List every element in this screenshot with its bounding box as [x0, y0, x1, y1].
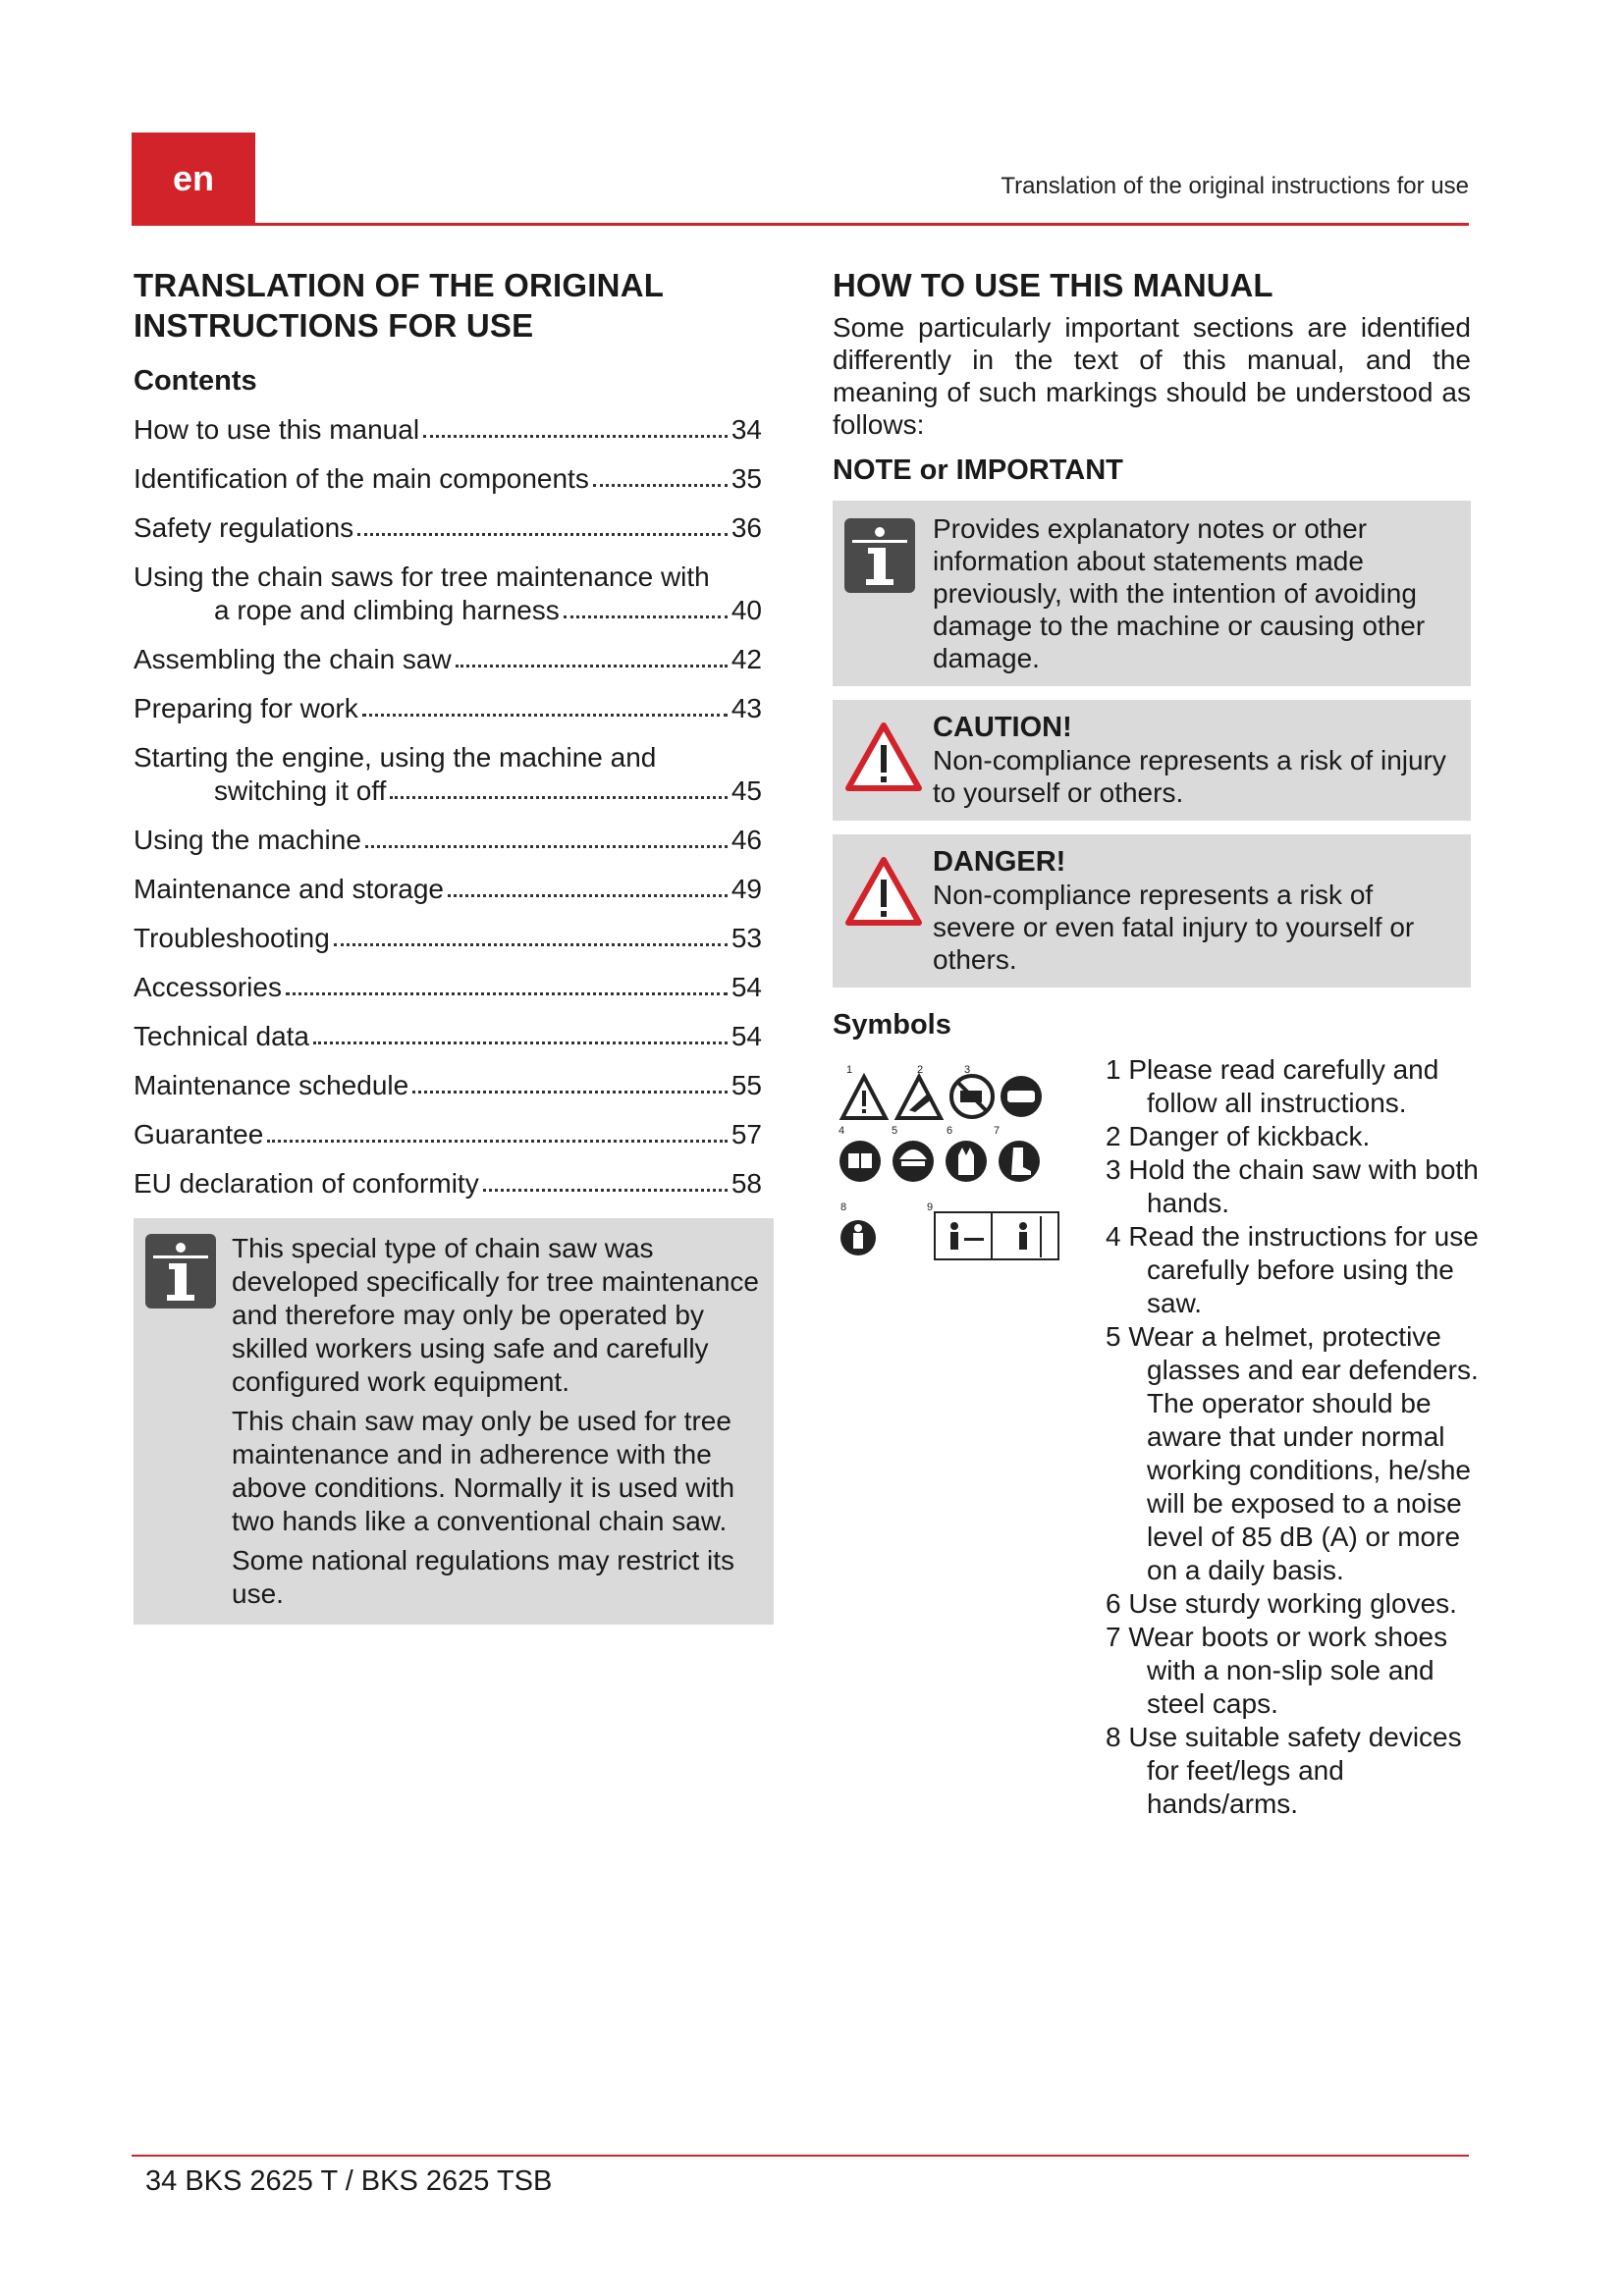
toc-item[interactable]: Starting the engine, using the machine and switching it off 45 — [134, 742, 762, 806]
gloves-icon — [946, 1141, 987, 1182]
symbol-description: 2 Danger of kickback. — [1106, 1121, 1371, 1151]
symbol-number: 5 — [892, 1125, 898, 1137]
caution-text: Non-compliance represents a risk of injury to yourself or others. — [933, 745, 1446, 808]
info-callout — [833, 501, 1471, 686]
contents-title: Contents — [134, 365, 257, 397]
toc-item[interactable]: Maintenance schedule 55 — [134, 1070, 762, 1100]
symbols-heading: Symbols — [833, 1009, 951, 1041]
intro-paragraph: Some particularly important sections are identified differently in the text of this manual, and the meaning of such markings should be understood as follows: — [833, 312, 1471, 440]
caution-callout — [833, 700, 1471, 821]
symbol-number: 8 — [840, 1201, 847, 1213]
table-of-contents — [134, 413, 762, 1201]
toc-item[interactable]: Accessories 54 — [134, 972, 762, 1002]
toc-item[interactable]: Guarantee 57 — [134, 1119, 762, 1149]
symbols-list — [1106, 1053, 1479, 1821]
no-one-hand-icon — [951, 1076, 993, 1117]
toc-item[interactable]: Preparing for work 43 — [134, 693, 762, 723]
helmet-protection-icon — [893, 1141, 934, 1182]
protective-clothing-icon — [840, 1220, 876, 1255]
symbol-description: 7 Wear boots or work shoes with a non-slip sole and steel caps. — [1106, 1622, 1448, 1719]
header-rule — [132, 223, 1469, 226]
climbing-harness-icon — [935, 1212, 1058, 1259]
symbol-number: 2 — [917, 1064, 924, 1076]
symbol-description: 8 Use suitable safety devices for feet/legs and hands/arms. — [1106, 1722, 1462, 1819]
symbol-number: 3 — [964, 1064, 971, 1076]
info-text: Provides explanatory notes or other information about statements made previously, with the intention of avoiding damage to the machine or causing other damage. — [933, 513, 1426, 673]
toc-item[interactable]: EU declaration of conformity 58 — [134, 1168, 762, 1199]
toc-item[interactable]: Assembling the chain saw 42 — [134, 644, 762, 674]
left-column — [134, 265, 772, 1625]
toc-item[interactable]: Technical data 54 — [134, 1021, 762, 1051]
danger-title: DANGER! — [933, 846, 1066, 878]
warning-symbol-icon — [842, 1077, 886, 1118]
symbol-description: 3 Hold the chain saw with both hands. — [1106, 1154, 1479, 1218]
header-title: Translation of the original instructions for use — [1001, 173, 1469, 199]
info-icon — [145, 1234, 216, 1308]
note-paragraph: Some national regulations may restrict its use. — [232, 1545, 734, 1609]
symbol-number: 4 — [839, 1125, 845, 1137]
footer-page-label: 34 BKS 2625 T / BKS 2625 TSB — [145, 2165, 553, 2197]
read-manual-icon — [839, 1141, 881, 1182]
note-paragraph: This chain saw may only be used for tree maintenance and in adherence with the above conditions. Normally it is used with two hands like a conventional chain saw. — [232, 1406, 735, 1536]
info-icon — [844, 518, 915, 593]
boots-icon — [999, 1141, 1040, 1182]
tree-maintenance-note — [134, 1218, 774, 1625]
symbol-number: 6 — [947, 1125, 953, 1137]
note-paragraph: This special type of chain saw was developed specifically for tree maintenance and therefore may only be operated by skilled workers using safe and carefully configured work equipment. — [232, 1233, 759, 1397]
symbol-number: 1 — [846, 1064, 853, 1076]
symbol-number: 9 — [927, 1201, 934, 1213]
right-column — [833, 265, 1479, 1937]
symbols-section — [833, 1053, 1479, 1937]
toc-item[interactable]: How to use this manual 34 — [134, 414, 762, 445]
toc-item[interactable]: Safety regulations 36 — [134, 512, 762, 543]
toc-item[interactable]: Identification of the main components 35 — [134, 463, 762, 494]
toc-item[interactable]: Using the machine 46 — [134, 825, 762, 855]
symbol-description: 4 Read the instructions for use carefully before using the saw. — [1106, 1221, 1479, 1318]
two-hands-icon — [1001, 1076, 1042, 1117]
symbol-number: 7 — [994, 1125, 1001, 1137]
language-tab: en — [132, 133, 255, 225]
danger-text: Non-compliance represents a risk of severe or even fatal injury to yourself or others. — [933, 880, 1415, 975]
safety-symbols-grid — [839, 1063, 1074, 1289]
caution-title: CAUTION! — [933, 712, 1072, 743]
symbol-description: 1 Please read carefully and follow all instructions. — [1106, 1054, 1439, 1118]
footer-rule — [132, 2155, 1469, 2157]
danger-callout — [833, 834, 1471, 988]
note-heading: NOTE or IMPORTANT — [833, 454, 1123, 486]
toc-item[interactable]: Troubleshooting 53 — [134, 923, 762, 953]
toc-item[interactable]: Using the chain saws for tree maintenance with a rope and climbing harness 40 — [134, 561, 762, 625]
kickback-danger-icon — [897, 1077, 941, 1118]
section-title: HOW TO USE THIS MANUAL — [833, 267, 1273, 303]
warning-triangle-icon — [844, 721, 923, 792]
symbol-description: 5 Wear a helmet, protective glasses and ear defenders. The operator should be aware that under normal working conditions, he/she will be exposed to a noise level of 85 dB (A) or more on a daily basis. — [1106, 1321, 1479, 1585]
warning-triangle-icon — [844, 856, 923, 927]
main-title: TRANSLATION OF THE ORIGINAL INSTRUCTIONS FOR USE — [134, 267, 664, 344]
toc-item[interactable]: Maintenance and storage 49 — [134, 874, 762, 904]
symbol-description: 6 Use sturdy working gloves. — [1106, 1588, 1457, 1619]
